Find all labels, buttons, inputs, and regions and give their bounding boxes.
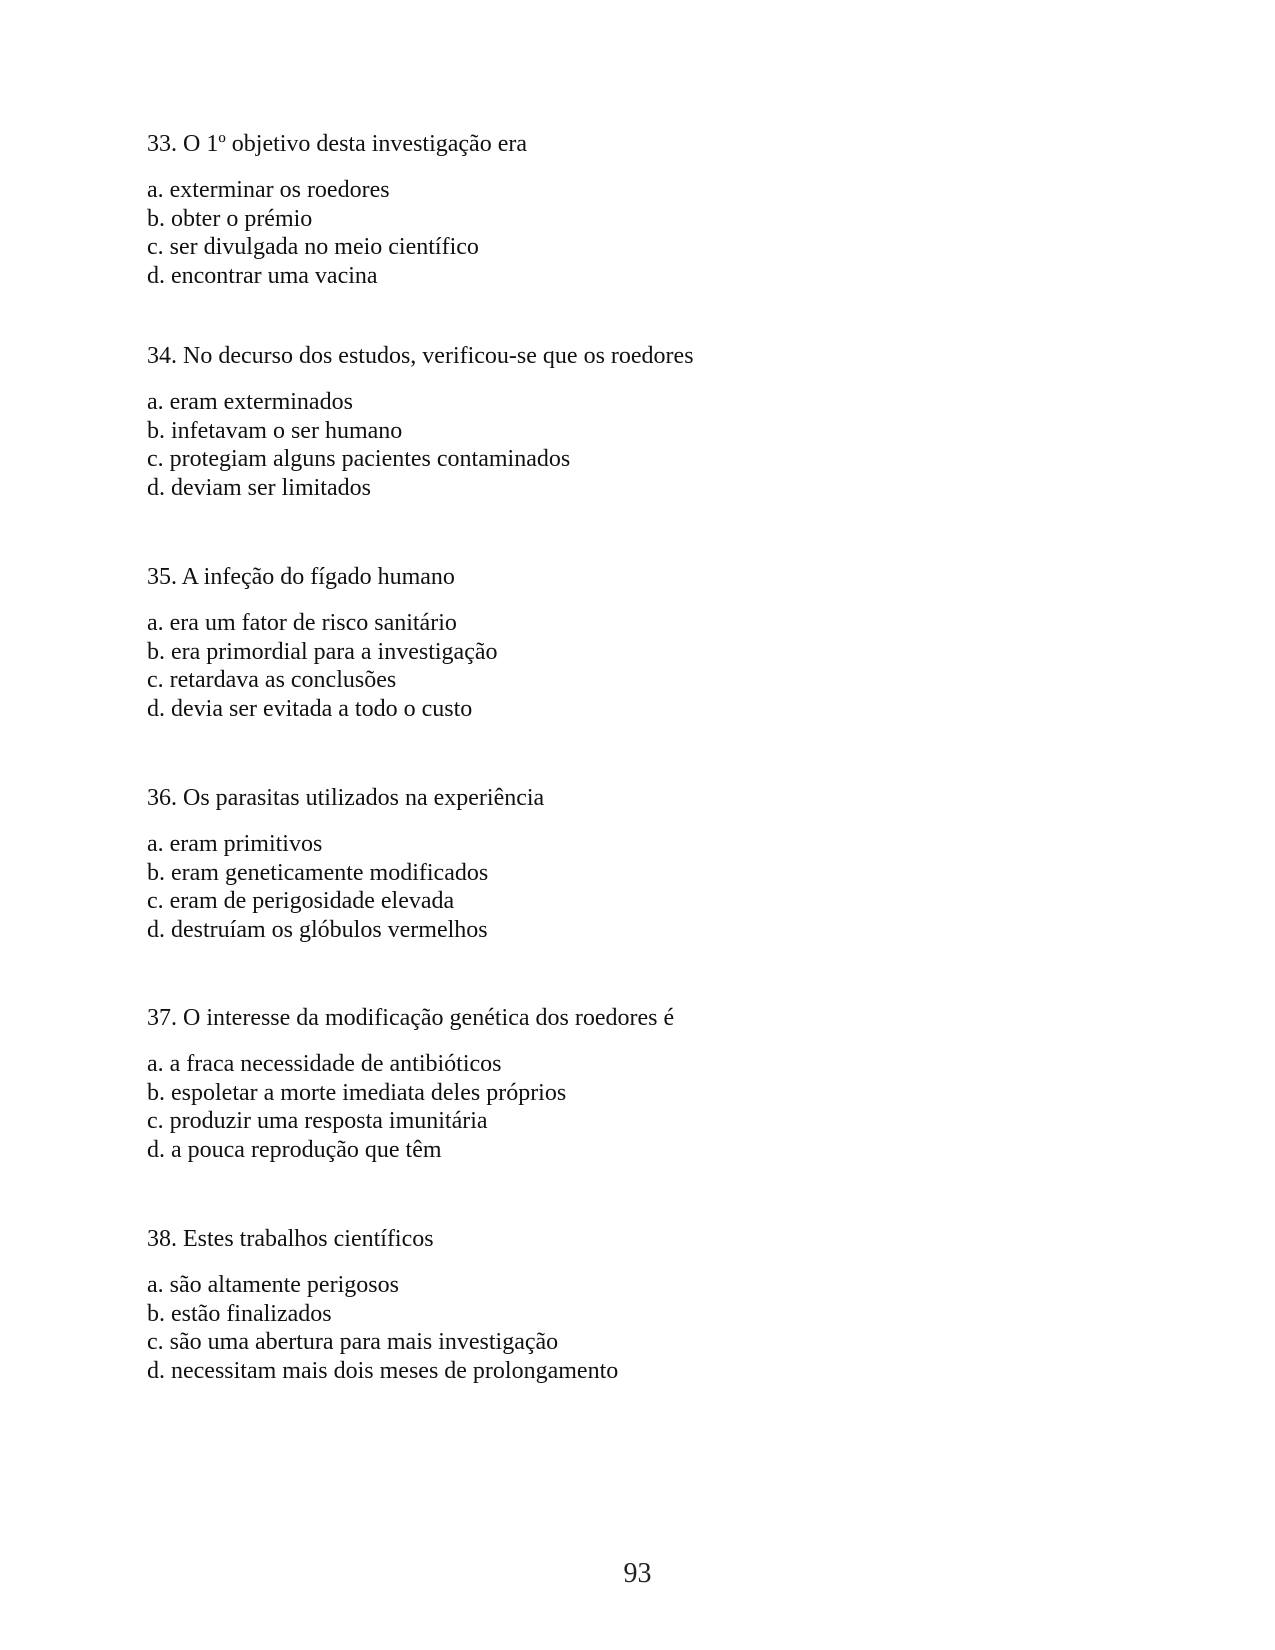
option-b: b. estão finalizados bbox=[147, 1300, 332, 1327]
option-list bbox=[147, 830, 1147, 945]
option-c: c. produzir uma resposta imunitária bbox=[147, 1108, 488, 1135]
question-stem: 35. A infeção do fígado humano bbox=[147, 564, 455, 590]
option-d: d. a pouca reprodução que têm bbox=[147, 1137, 442, 1164]
option-b: b. eram geneticamente modificados bbox=[147, 859, 489, 886]
option-c: c. protegiam alguns pacientes contaminados bbox=[147, 446, 571, 473]
question-36 bbox=[147, 783, 1147, 945]
question-stem: 38. Estes trabalhos científicos bbox=[147, 1226, 434, 1252]
option-a: a. eram primitivos bbox=[147, 831, 323, 857]
question-stem: 37. O interesse da modificação genética dos roedores é bbox=[147, 1005, 675, 1031]
option-d: d. deviam ser limitados bbox=[147, 475, 371, 502]
question-34 bbox=[147, 341, 1147, 503]
option-a: a. exterminar os roedores bbox=[147, 177, 390, 203]
option-d: d. devia ser evitada a todo o custo bbox=[147, 696, 473, 723]
option-list bbox=[147, 176, 1147, 291]
question-stem: 36. Os parasitas utilizados na experiência bbox=[147, 785, 545, 811]
option-list bbox=[147, 1050, 1147, 1165]
question-33 bbox=[147, 129, 1147, 291]
option-c: c. retardava as conclusões bbox=[147, 667, 397, 694]
option-a: a. era um fator de risco sanitário bbox=[147, 610, 457, 636]
option-d: d. encontrar uma vacina bbox=[147, 263, 378, 290]
option-d: d. necessitam mais dois meses de prolongamento bbox=[147, 1358, 619, 1385]
option-c: c. ser divulgada no meio científico bbox=[147, 234, 479, 261]
option-d: d. destruíam os glóbulos vermelhos bbox=[147, 917, 488, 944]
option-b: b. espoletar a morte imediata deles próprios bbox=[147, 1079, 567, 1106]
option-list bbox=[147, 1271, 1147, 1386]
option-c: c. são uma abertura para mais investigação bbox=[147, 1329, 559, 1356]
question-stem: 34. No decurso dos estudos, verificou-se que os roedores bbox=[147, 343, 694, 369]
option-list bbox=[147, 388, 1147, 503]
question-stem: 33. O 1º objetivo desta investigação era bbox=[147, 131, 527, 157]
page-number: 93 bbox=[623, 1558, 652, 1589]
option-b: b. infetavam o ser humano bbox=[147, 417, 403, 444]
question-37 bbox=[147, 1003, 1147, 1165]
option-list bbox=[147, 609, 1147, 724]
option-a: a. eram exterminados bbox=[147, 389, 353, 415]
option-c: c. eram de perigosidade elevada bbox=[147, 888, 455, 915]
option-b: b. era primordial para a investigação bbox=[147, 638, 498, 665]
option-a: a. são altamente perigosos bbox=[147, 1272, 399, 1298]
question-35 bbox=[147, 562, 1147, 724]
option-a: a. a fraca necessidade de antibióticos bbox=[147, 1051, 502, 1077]
question-38 bbox=[147, 1224, 1147, 1386]
option-b: b. obter o prémio bbox=[147, 205, 313, 232]
